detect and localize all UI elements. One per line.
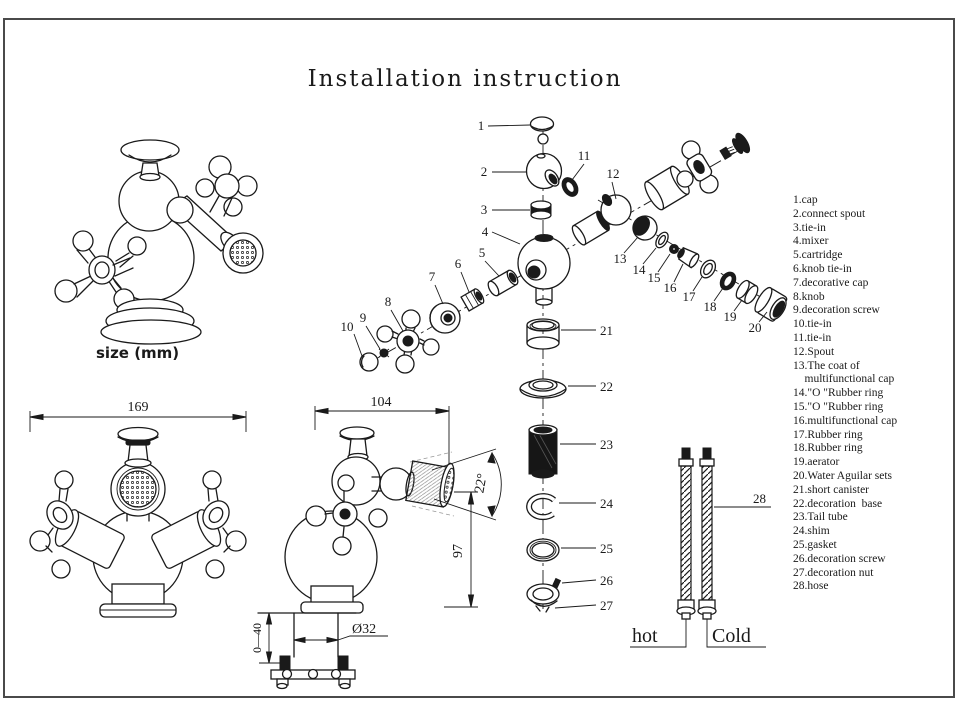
callout-21: 21	[600, 323, 613, 338]
part-15-o-ring	[670, 245, 679, 254]
parts-list-item: 21.short canister	[793, 483, 870, 496]
callout-25: 25	[600, 541, 613, 556]
parts-list-item: 9.decoration screw	[793, 304, 880, 317]
parts-list-item: 22.decoration base	[793, 497, 883, 510]
parts-list-item: 5.cartridge	[793, 249, 843, 262]
size-unit-label: size (mm)	[96, 344, 180, 362]
parts-list-item: 6.knob tie-in	[793, 262, 852, 275]
front-left-knob	[30, 471, 78, 578]
part-1-cap	[531, 117, 554, 144]
part-25-gasket	[527, 539, 559, 561]
parts-list-item: 27.decoration nut	[793, 566, 874, 579]
part-10-tie-in	[360, 353, 378, 371]
dim-97	[444, 492, 478, 607]
hot-label: hot	[632, 625, 658, 647]
parts-list-item: 2.connect spout	[793, 207, 866, 220]
side-spray-head	[372, 452, 457, 516]
part-2-connect-spout	[527, 154, 562, 189]
callout-23: 23	[600, 437, 613, 452]
callout-8: 8	[384, 294, 392, 309]
aerator-face	[230, 240, 256, 266]
callout-27: 27	[600, 598, 613, 613]
parts-list-item: 12.Spout	[793, 345, 835, 358]
dim-height: 97	[451, 544, 466, 558]
page-title: Installation instruction	[307, 66, 623, 92]
callout-18: 18	[703, 299, 717, 314]
part-11-tie-in	[559, 175, 581, 199]
front-view	[30, 400, 246, 617]
cold-label: Cold	[712, 625, 751, 647]
callout-5: 5	[478, 245, 486, 260]
parts-list-item: 23.Tail tube	[793, 511, 848, 524]
part-18-rubber-ring	[717, 269, 739, 292]
parts-list-item: 28.hose	[793, 580, 829, 593]
dim-104	[315, 395, 449, 473]
parts-list-item: 14."O "Rubber ring	[793, 387, 884, 400]
part-4-mixer	[518, 235, 570, 306]
part-12-spout	[570, 193, 631, 247]
upper-handle-set	[642, 131, 753, 212]
parts-list-item: 7.decorative cap	[793, 276, 869, 289]
callout-11: 11	[577, 148, 591, 163]
dim-mount-range	[250, 613, 281, 663]
parts-list-item: 13.The coat of	[793, 359, 860, 372]
side-view	[250, 395, 501, 689]
dim-front-width: 169	[127, 400, 149, 415]
callout-3: 3	[480, 202, 488, 217]
callout-6: 6	[454, 256, 462, 271]
exploded-view	[341, 117, 791, 613]
callout-20: 20	[748, 320, 762, 335]
callout-13: 13	[613, 251, 627, 266]
part-5-cartridge	[486, 269, 520, 298]
parts-list-item: 10.tie-in	[793, 318, 832, 331]
callout-24: 24	[600, 496, 613, 511]
parts-list-item: 4.mixer	[793, 235, 829, 248]
parts-list-item: 15."O "Rubber ring	[793, 400, 884, 413]
parts-list-item: 24.shim	[793, 525, 830, 538]
callout-1: 1	[477, 118, 485, 133]
callout-16: 16	[663, 280, 677, 295]
part-6-knob-tie-in	[461, 288, 485, 311]
hoses	[630, 448, 771, 647]
cold-hose	[698, 448, 716, 619]
callout-19: 19	[723, 309, 737, 324]
callout-14: 14	[632, 262, 646, 277]
parts-list-item: 18.Rubber ring	[793, 442, 863, 455]
part-26-27-decoration-nut	[527, 579, 560, 612]
part-23-tail-tube	[529, 425, 557, 478]
parts-list-item: 19.aerator	[793, 456, 840, 469]
dim-diameter	[294, 622, 388, 643]
dim-mount-range-text: 0—40	[250, 623, 264, 653]
callout-10: 10	[340, 319, 354, 334]
callout-4: 4	[481, 224, 489, 239]
hot-hose	[677, 448, 695, 619]
callout-26: 26	[600, 573, 613, 588]
parts-list-item: 20.Water Aguilar sets	[793, 469, 893, 482]
perspective-view	[55, 140, 263, 344]
part-24-shim	[529, 496, 554, 517]
perspective-right-handle	[196, 156, 257, 216]
parts-list-item: 26.decoration screw	[793, 552, 886, 565]
callout-12: 12	[606, 166, 620, 181]
part-7-decorative-cap	[430, 303, 460, 333]
dim-angle-text: 22°	[472, 472, 491, 495]
parts-list-item: 17.Rubber ring	[793, 428, 863, 441]
front-right-knob	[198, 471, 246, 578]
parts-list-item: 25.gasket	[793, 538, 837, 551]
parts-list-item: 8.knob	[793, 290, 825, 303]
part-9-decoration-screw	[379, 349, 389, 357]
part-22-decoration-base	[520, 379, 566, 398]
parts-list-item: 1.cap	[793, 194, 818, 206]
callout-2: 2	[480, 164, 488, 179]
parts-list-item: 16.multifunctional cap	[793, 414, 898, 427]
parts-list-item: 11.tie-in	[793, 331, 832, 344]
callout-28: 28	[753, 491, 766, 506]
callout-7: 7	[428, 269, 436, 284]
sprayer-face	[120, 471, 156, 507]
callout-9: 9	[359, 310, 367, 325]
parts-list-item: multifunctional cap	[793, 373, 895, 386]
part-3-tie-in	[531, 201, 551, 219]
perspective-cap	[121, 140, 179, 160]
parts-list-item: 3.tie-in	[793, 221, 826, 234]
mounting-hardware	[271, 656, 355, 689]
callout-15: 15	[647, 270, 661, 285]
dim-diameter-text: Ø32	[352, 622, 377, 637]
callout-17: 17	[682, 289, 696, 304]
dim-side-width: 104	[370, 395, 392, 410]
callout-22: 22	[600, 379, 613, 394]
